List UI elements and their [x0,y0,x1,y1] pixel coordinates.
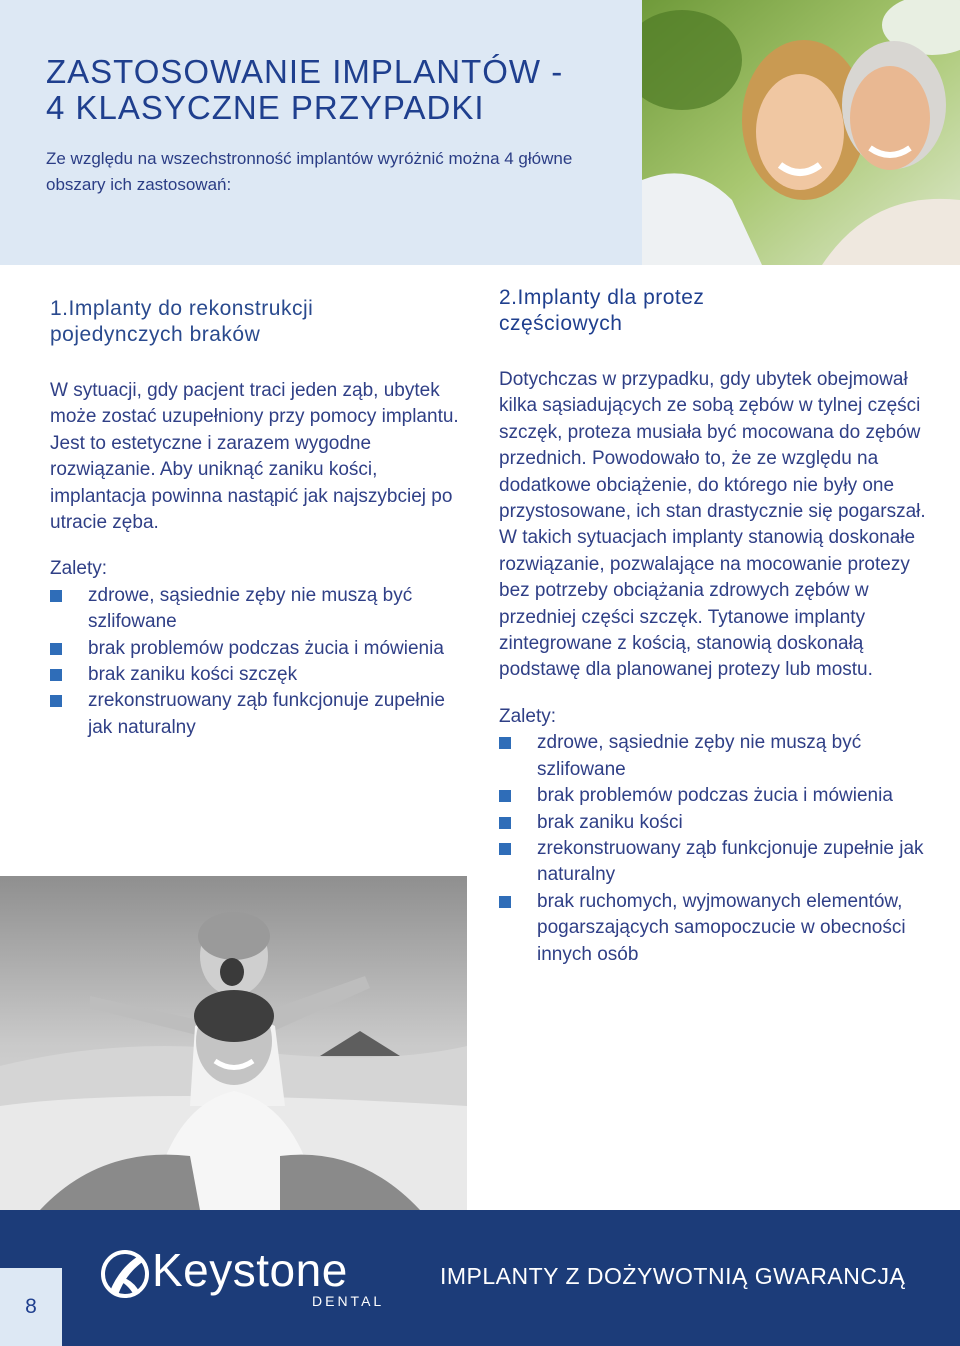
list-item [499,783,939,809]
list-item-text: zdrowe, sąsiednie zęby nie muszą być szlifowane [537,732,862,780]
bullet-square-icon [50,643,62,655]
section-title [499,285,939,337]
list-item [499,730,939,783]
list-item [50,636,470,662]
header-band [0,0,642,265]
keystone-logo [100,1243,400,1313]
list-item [50,688,470,741]
list-item-text: brak ruchomych, wyjmowanych elementów, pogarszających samopoczucie w obecności innych osób [537,890,906,965]
bullet-square-icon [50,669,62,681]
list-item [499,889,939,968]
tagline: IMPLANTY Z DOŻYWOTNIĄ GWARANCJĄ [440,1263,906,1289]
list-item-text: brak zaniku kości [537,811,683,833]
bullet-square-icon [499,817,511,829]
intro-text: Ze względu na wszechstronność implantów wyróżnić można 4 główne obszary ich zastosowań: [46,149,573,194]
page-title [46,54,636,126]
list-item [499,836,939,889]
benefits-list [50,583,470,741]
list-item-text: brak problemów podczas żucia i mówienia [537,785,893,807]
page-title-line-1: ZASTOSOWANIE IMPLANTÓW - [46,53,564,90]
couple-photo [642,0,960,265]
section-single-implants [50,296,470,741]
bullet-square-icon [499,896,511,908]
list-item [50,662,470,688]
list-item [50,583,470,636]
list-item-text: brak zaniku kości szczęk [88,664,298,686]
children-photo [0,876,467,1210]
page-number: 8 [0,1268,62,1346]
brand-name: Keystone [152,1244,348,1296]
section-title-line-2: częściowych [499,312,623,335]
benefits-label: Zalety: [499,705,557,727]
list-item [499,810,939,836]
section-title-line-1: 2.Implanty dla protez [499,286,705,309]
benefits-label: Zalety: [50,558,108,580]
list-item-text: zdrowe, sąsiednie zęby nie muszą być szlifowane [88,584,413,633]
section-partial-dentures [499,285,939,968]
list-item-text: zrekonstruowany ząb funkcjonuje zupełnie jak naturalny [88,690,445,738]
list-item-text: zrekonstruowany ząb funkcjonuje zupełnie jak naturalny [537,837,924,886]
bullet-square-icon [50,695,62,707]
benefits-list [499,730,939,968]
bullet-square-icon [50,590,62,602]
list-item-text: brak problemów podczas żucia i mówienia [88,637,444,659]
section-body: Dotychczas w przypadku, gdy ubytek obejmował kilka sąsiadujących ze sobą zębów w tylnej części szczęk, proteza musiała być mocowana do zębów przednich. Powodowało to, że ze względu na dodatkowe obciążenie, do którego nie były one przystosowane, ich stan drastycznie się pogarszał. W takich sytuacjach implanty stanowią doskonałe rozwiązanie, pozwalające na mocowanie protezy bez potrzeby obciążania zdrowych zębów w przedniej części szczęk. Tytanowe implanty zintegrowane z kością, stanowią doskonałą podstawę dla planowanej protezy lub mostu. [499,369,926,681]
brand-subtitle: DENTAL [312,1293,385,1309]
section-title-line-2: pojedynczych braków [50,323,261,346]
bullet-square-icon [499,737,511,749]
page-title-line-2: 4 KLASYCZNE PRZYPADKI [46,89,485,126]
section-body: W sytuacji, gdy pacjent traci jeden ząb, ubytek może zostać uzupełniony przy pomocy implantu. Jest to estetyczne i zarazem wygodne rozwiązanie. Aby uniknąć zaniku kości, implantacja powinna nastąpić jak najszybciej po utracie zęba. [50,380,459,534]
bullet-square-icon [499,790,511,802]
keystone-k-icon [100,1247,150,1301]
section-title-line-1: 1.Implanty do rekonstrukcji [50,297,314,320]
section-title [50,296,470,348]
bullet-square-icon [499,843,511,855]
